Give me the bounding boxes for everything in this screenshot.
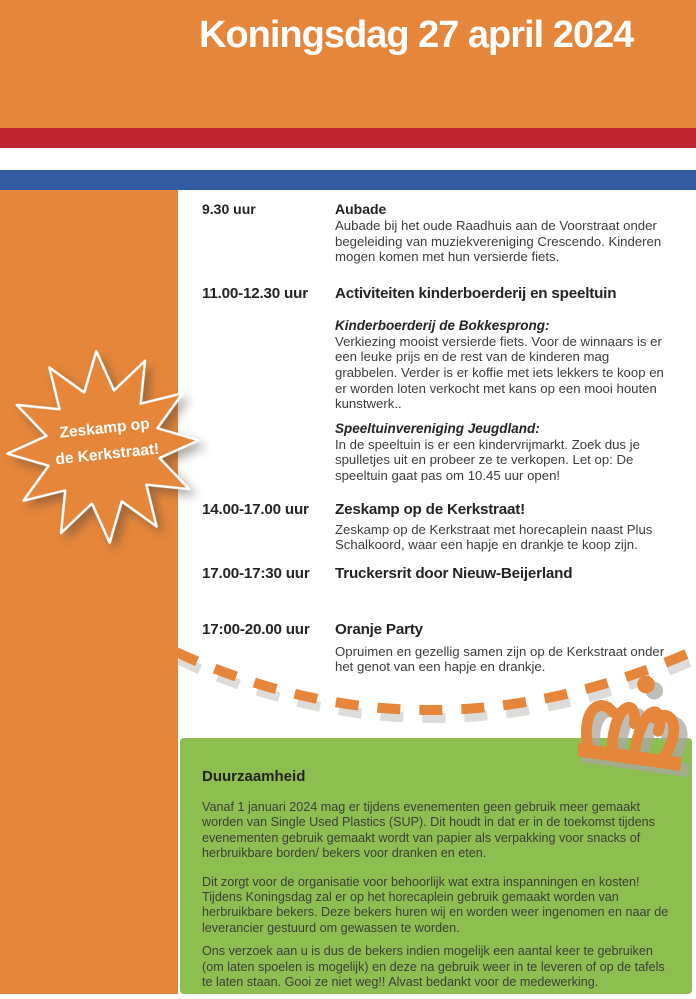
badge-line-1: Zeskamp op [58,415,151,442]
event-kinderboerderij-speeltuin [202,284,676,484]
sub-event-heading: Speeltuinvereniging Jeugdland: [335,420,540,436]
event-description: Opruimen en gezellig samen zijn op de Kerkstraat onder het genot van een hapje en drankje. [335,643,665,675]
flag-stripe-red [0,128,696,148]
event-zeskamp [202,500,676,553]
sub-event-bokkesprong [335,318,667,412]
event-title: Zeskamp op de Kerkstraat! [335,500,525,518]
event-title: Aubade [335,201,387,217]
sustainability-paragraph: Ons verzoek aan u is dus de bekers indien mogelijk een aantal keer te gebruiken (om laten spoelen is mogelijk) en deze na gebruik weer in te leveren of op de tafels te laten staan. Gooi ze niet weg!! Alvast bedankt voor de medewerking. [202,944,665,990]
header-band [0,0,696,128]
sub-event-description: In de speeltuin is er een kindervrijmarkt. Zoek dus je spulletjes uit en probeer ze te verkopen. Let op: De speeltuin gaat pas om 10.45 uur open! [335,436,640,483]
page-title: Koningsdag 27 april 2024 [199,14,634,56]
event-time: 17.00-17:30 uur [202,564,310,582]
event-description: Aubade bij het oude Raadhuis aan de Voorstraat onder begeleiding van muziekvereniging Crescendo. Kinderen mogen komen met hun versierde fiets. [335,218,662,265]
sub-event-heading: Kinderboerderij de Bokkesprong: [335,317,550,333]
crown-icon [578,674,694,778]
event-title: Truckersrit door Nieuw-Beijerland [335,564,573,582]
event-time: 17:00-20.00 uur [202,620,310,638]
sub-event-jeugdland [335,421,667,484]
badge-line-2: de Kerkstraat! [54,440,161,469]
event-time: 14.00-17.00 uur [202,500,309,518]
event-description: Zeskamp op de Kerkstraat met horecaplein naast Plus Schalkoord, waar een hapje en drankje te koop zijn. [335,521,653,553]
event-time: 11.00-12.30 uur [202,284,308,302]
sustainability-paragraph: Vanaf 1 januari 2024 mag er tijdens evenementen geen gebruik meer gemaakt worden van Single Used Plastics (SUP). Dit houdt in dat er in de toekomst tijdens evenementen gebruik gemaakt wordt van papier als verpakking voor snacks of herbruikbare borden/ bekers voor dranken en eten. [202,800,655,861]
orange-sidebar [0,190,178,994]
sustainability-paragraph: Dit zorgt voor de organisatie voor behoorlijk wat extra inspanningen en kosten! Tijdens Koningsdag zal er op het horecaplein gebruik gemaakt worden van herbruikbare bekers. Deze bekers huren wij en worden weer ingenomen en naar de leverancier gestuurd om gewassen te worden. [202,874,669,935]
flag-stripe-white [0,148,696,170]
event-title: Activiteiten kinderboerderij en speeltuin [335,284,617,302]
event-title: Oranje Party [335,620,423,638]
event-time: 9.30 uur [202,201,256,217]
event-truckersrit [202,564,676,583]
sustainability-heading: Duurzaamheid [202,768,306,785]
sub-event-description: Verkiezing mooist versierde fiets. Voor de winnaars is er een leuke prijs en de rest van de kinderen mag grabbelen. Verder is er koffie met iets lekkers te koop en er worden loten verkocht met kans op een mooi houten kunstwerk.. [335,333,664,412]
event-aubade [202,201,676,265]
flag-stripe-blue [0,170,696,190]
